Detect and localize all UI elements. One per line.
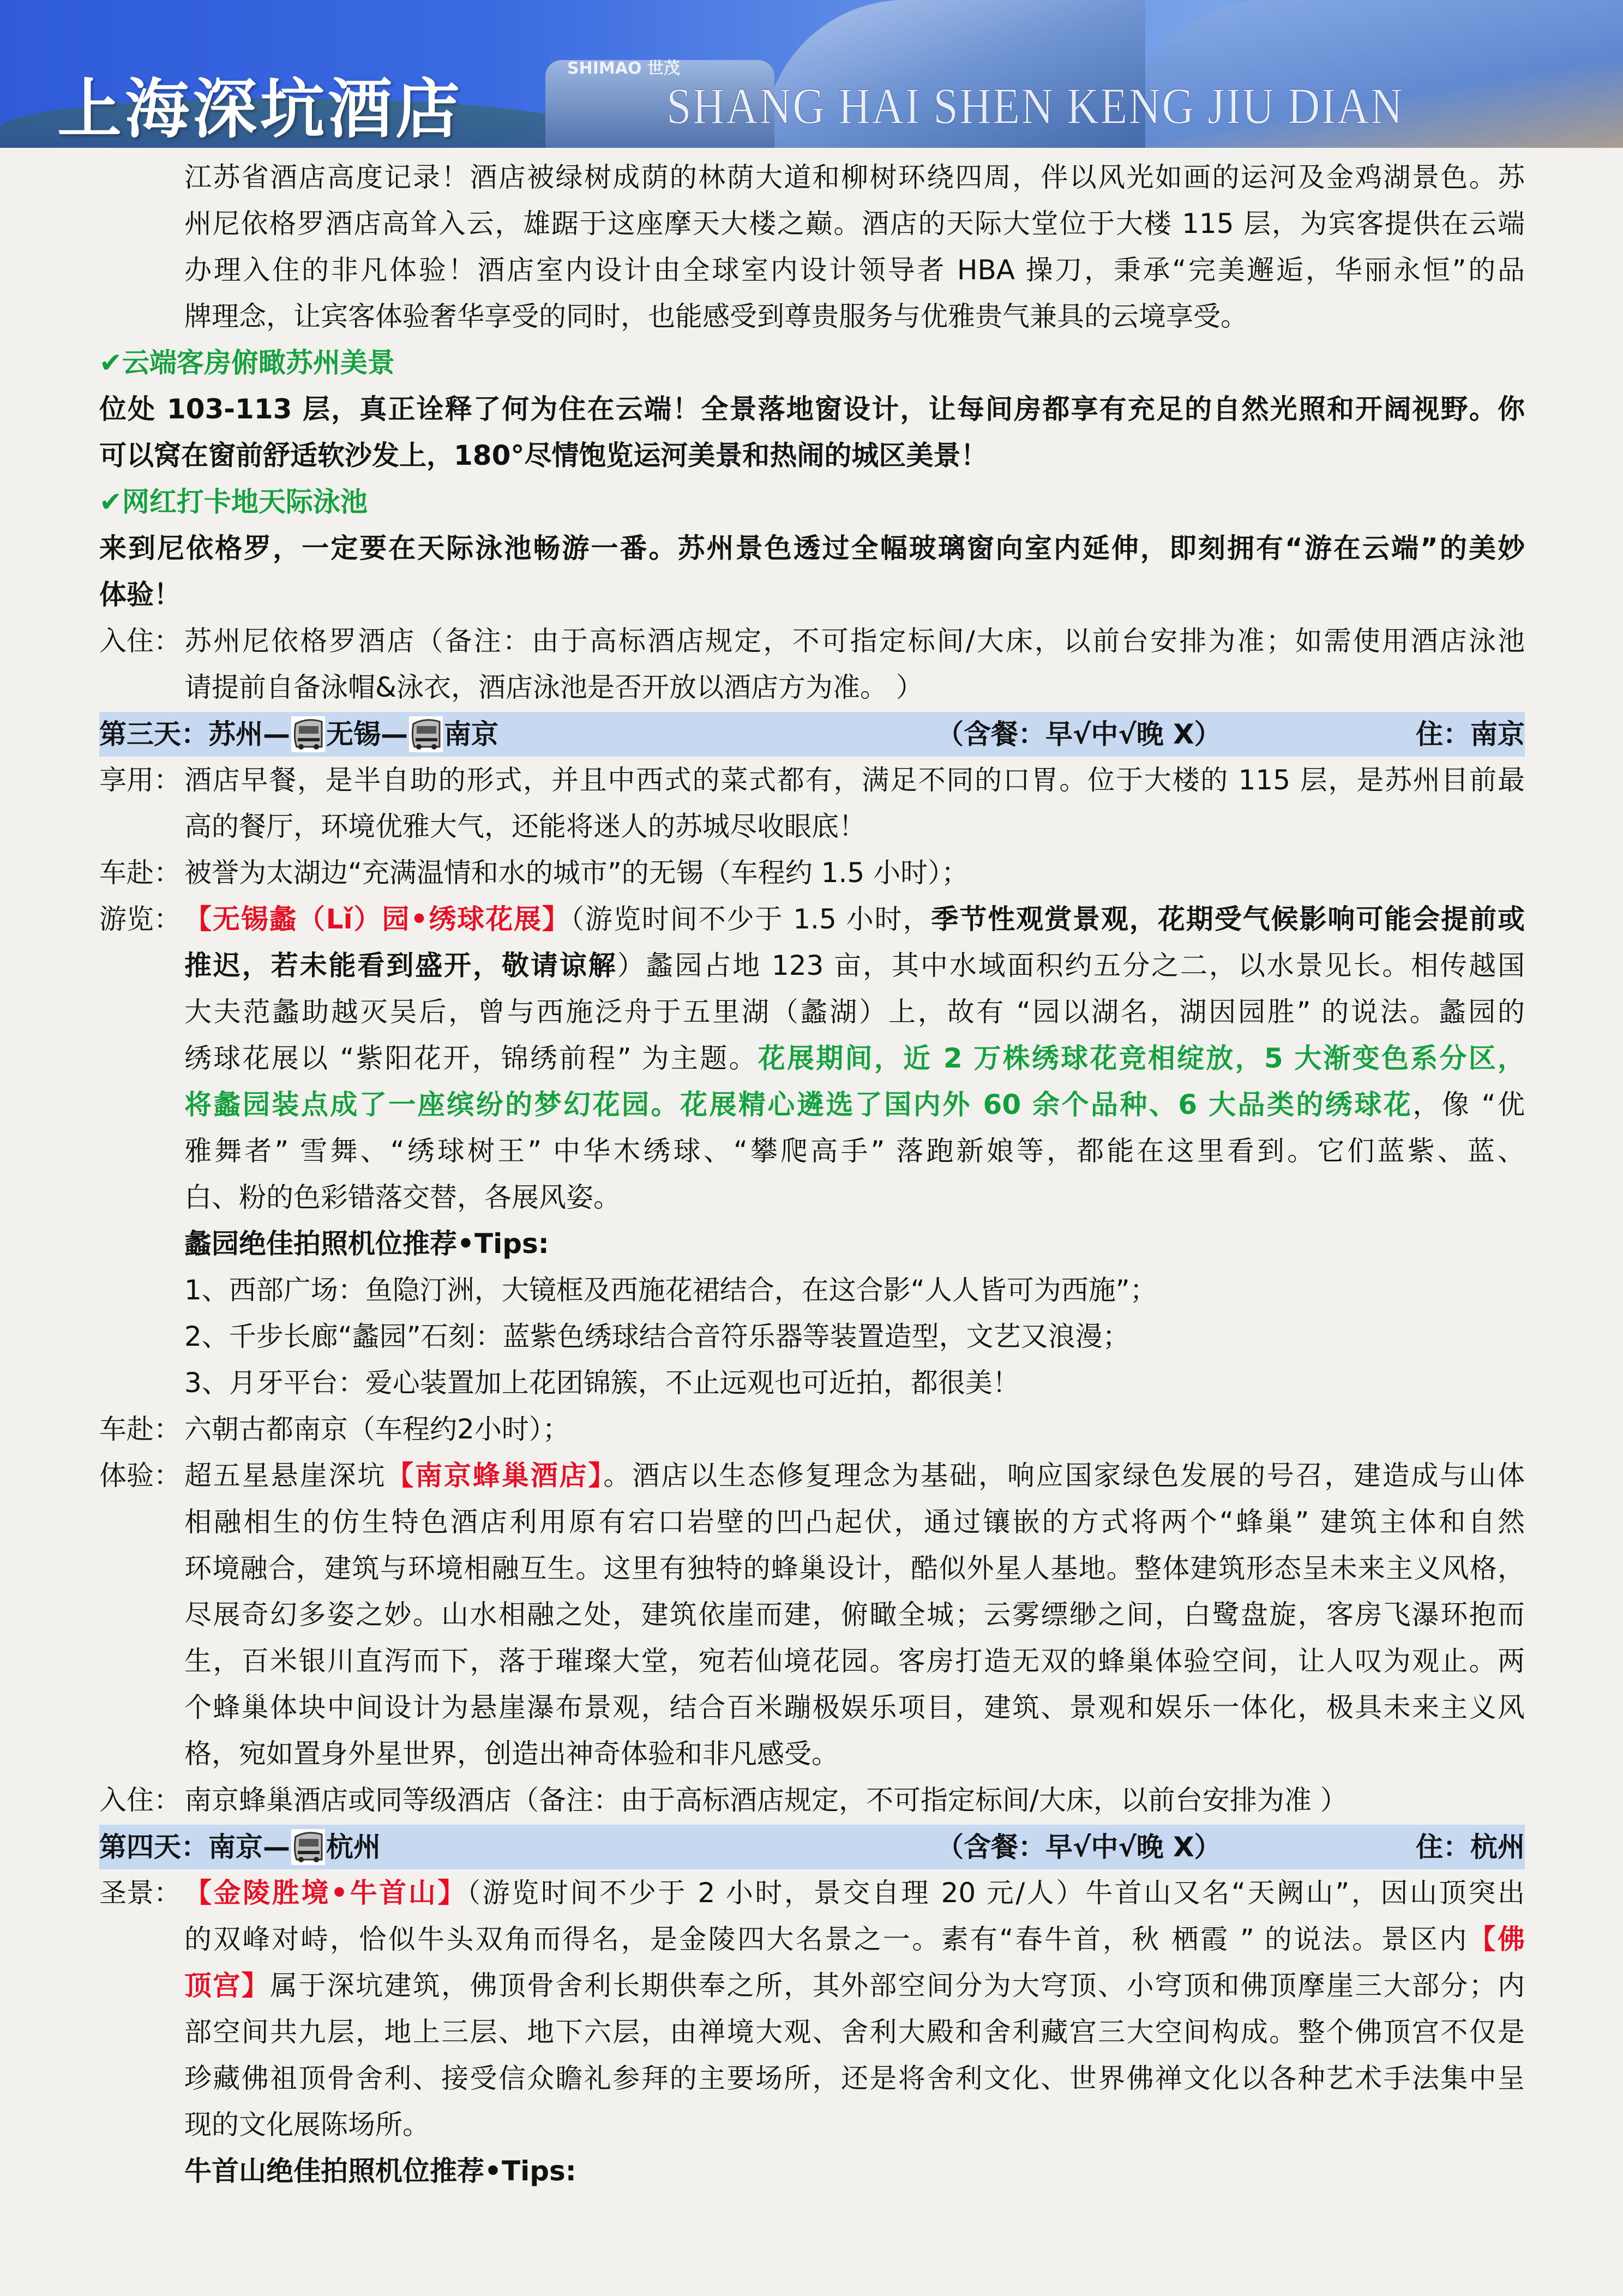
line-text [184,1638,1525,1684]
line-label: 享用： [99,764,181,796]
text-line [0,1406,1623,1453]
bold-text: 推迟，若未能看到盛开，敬请谅解 [184,950,617,981]
line-text [184,293,1525,340]
line-text [184,1221,1525,1267]
text-segment: 属于深坑建筑，佛顶骨舍利长期供奉之所，其外部空间分为大穹顶、小穹顶和佛顶摩崖三大部分；内 [270,1970,1525,2001]
line-text [99,340,1525,386]
line-text [99,433,1525,479]
line-text [99,572,1525,618]
highlight-red: 【无锡蠡（Lǐ）园•绣球花展】 [184,903,570,935]
text-line [0,2009,1623,2055]
text-segment: 大夫范蠡助越灭吴后，曾与西施泛舟于五里湖（蠡湖）上，故有 “园以湖名，湖因园胜” 的说法。蠡园的 [184,996,1525,1028]
text-segment: （游览时间不少于 1.5 小时， [570,903,931,935]
line-text [184,664,1525,711]
line-label: 车赴： [99,1413,181,1445]
line-text [184,1406,1525,1453]
text-segment: 江苏省酒店高度记录！酒店被绿树成荫的林荫大道和柳树环绕四周，伴以风光如画的运河及金鸡湖景色。苏 [184,161,1525,193]
line-text [184,1499,1525,1545]
line-text [184,2102,1525,2148]
page-banner [0,0,1623,148]
text-line [0,1174,1623,1221]
highlight-green: ✔网红打卡地天际泳池 [99,486,368,518]
text-segment: 1、西部广场：鱼隐汀洲，大镜框及西施花裙结合，在这合影“人人皆可为西施”； [184,1274,1157,1306]
day-route [99,1825,381,1869]
text-line [0,804,1623,850]
line-text [184,896,1525,943]
text-segment: 珍藏佛祖顶骨舍利、接受信众瞻礼参拜的主要场所，还是将舍利文化、世界佛禅文化以各种艺术手法集中呈 [184,2063,1525,2094]
bold-text: 蠡园绝佳拍照机位推荐•Tips: [184,1228,549,1260]
text-line [0,293,1623,340]
line-label: 游览： [99,903,181,935]
route-stop: 南京 [444,718,498,750]
text-line [0,479,1623,525]
text-segment: 的双峰对峙，恰似牛头双角而得名，是金陵四大名景之一。素有“春牛首，秋 栖霞 ” 的说法。景区内 [184,1923,1469,1955]
text-segment: 格，宛如置身外星世界，创造出神奇体验和非凡感受。 [184,1738,839,1770]
line-text [184,154,1525,201]
text-line [0,664,1623,711]
bold-text: 来到尼依格罗，一定要在天际泳池畅游一番。苏州景色透过全幅玻璃窗向室内延伸，即刻拥有“游在云端”的美妙 [99,532,1525,564]
line-text [184,201,1525,247]
route-stop: 第四天：南京— [99,1831,290,1863]
line-text [184,1592,1525,1638]
text-line [0,1777,1623,1824]
text-line [0,572,1623,618]
line-text [184,1314,1525,1360]
bold-text: 体验！ [99,579,181,610]
bold-text: 可以窝在窗前舒适软沙发上，180°尽情饱览运河美景和热闹的城区美景！ [99,440,988,471]
day-route [99,712,498,757]
line-text [99,386,1525,433]
text-line [0,1916,1623,1963]
text-line [0,2055,1623,2102]
line-label: 圣景： [99,1877,181,1909]
text-line [0,433,1623,479]
line-text [184,618,1525,664]
line-text [184,1684,1525,1731]
text-segment: ，像 “优 [1412,1089,1525,1120]
text-line [0,1360,1623,1406]
line-text [184,2055,1525,2102]
text-line [0,340,1623,386]
line-text [184,1128,1525,1174]
text-segment: 环境融合，建筑与环境相融互生。这里有独特的蜂巢设计，酷似外星人基地。整体建筑形态呈未来主义风格， [184,1552,1525,1584]
line-text [184,804,1525,850]
text-line [0,247,1623,293]
text-segment: 部空间共九层，地上三层、地下六层，由禅境大观、舍利大殿和舍利藏宫三大空间构成。整个佛顶宫不仅是 [184,2016,1525,2048]
line-text [184,1174,1525,1221]
line-label: 体验： [99,1460,181,1491]
text-segment: 雅舞者” 雪舞、“绣球树王” 中华木绣球、“攀爬高手” 落跑新娘等，都能在这里看到。它们蓝紫、蓝、 [184,1135,1525,1167]
highlight-green: ✔云端客房俯瞰苏州美景 [99,347,395,379]
line-text [99,525,1525,572]
text-segment: 请提前自备泳帽&泳衣，酒店泳池是否开放以酒店方为准。 ） [184,672,923,703]
text-line [0,1314,1623,1360]
line-text [184,1267,1525,1314]
text-line [0,757,1623,804]
text-segment: 牌理念，让宾客体验奢华享受的同时，也能感受到尊贵服务与优雅贵气兼具的云境享受。 [184,301,1248,332]
bus-icon [291,716,325,752]
text-line [0,1545,1623,1592]
day-header-band [99,1825,1525,1869]
line-text [184,1360,1525,1406]
text-segment: 六朝古都南京（车程约2小时）； [184,1413,570,1445]
route-stop: 第三天：苏州— [99,718,290,750]
text-segment: 2、千步长廊“蠡园”石刻：蓝紫色绣球结合音符乐器等装置造型，文艺又浪漫； [184,1321,1130,1352]
line-label: 车赴： [99,857,181,889]
line-text [184,247,1525,293]
line-text [184,850,1525,896]
text-line [0,1684,1623,1731]
text-segment: 苏州尼依格罗酒店（备注：由于高标酒店规定，不可指定标间/大床，以前台安排为准；如需使用酒店泳池 [184,625,1525,657]
text-segment: （游览时间不少于 2 小时，景交自理 20 元/人）牛首山又名“天阙山”，因山顶突出 [467,1877,1525,1909]
text-line [0,1592,1623,1638]
text-segment: 白、粉的色彩错落交替，各展风姿。 [184,1182,621,1213]
text-segment: 办理入住的非凡体验！酒店室内设计由全球室内设计领导者 HBA 操刀，秉承“完美邂逅，华丽永恒”的品 [184,254,1525,286]
text-segment: 酒店早餐，是半自助的形式，并且中西式的菜式都有，满足不同的口胃。位于大楼的 115 层，是苏州目前最 [184,764,1525,796]
line-label: 入住： [99,625,181,657]
line-text [99,479,1525,525]
text-line [0,943,1623,989]
highlight-red: 【金陵胜境•牛首山】 [184,1877,467,1909]
itinerary-content [0,154,1623,2195]
text-segment: 3、月牙平台：爱心装置加上花团锦簇，不止远观也可近拍，都很美！ [184,1367,1020,1399]
text-line [0,1499,1623,1545]
line-text [184,1082,1525,1128]
text-segment: 绣球花展以 “紫阳花开，锦绣前程” 为主题。 [184,1042,758,1074]
bold-text: 牛首山绝佳拍照机位推荐•Tips: [184,2155,576,2187]
line-text [184,1963,1525,2009]
text-line [0,1870,1623,1916]
text-segment: 州尼依格罗酒店高耸入云，雄踞于这座摩天大楼之巅。酒店的天际大堂位于大楼 115 层，为宾客提供在云端 [184,208,1525,239]
line-text [184,1777,1525,1824]
route-stop: 无锡— [326,718,408,750]
hotel-logo: SHIMAO 世茂 [567,59,680,78]
line-text [184,1731,1525,1777]
line-label: 入住： [99,1784,181,1816]
text-line [0,1128,1623,1174]
text-segment: 尽展奇幻多姿之妙。山水相融之处，建筑依崖而建，俯瞰全城；云雾缥缈之间，白鹭盘旋，客房飞瀑环抱而 [184,1599,1525,1630]
text-line [0,1453,1623,1499]
bold-text: 季节性观赏景观，花期受气候影响可能会提前或 [931,903,1525,935]
line-text [184,943,1525,989]
text-line [0,1638,1623,1684]
meal-info: （含餐：早√中√晚 X） [936,1831,1222,1863]
text-segment: 。酒店以生态修复理念为基础，响应国家绿色发展的号召，建造成与山体 [603,1460,1525,1491]
text-segment: ）蠡园占地 123 亩，其中水域面积约五分之二，以水景见长。相传越国 [617,950,1525,981]
page-subtitle: SHANG HAI SHEN KENG JIU DIAN [666,77,1404,135]
bold-text: 位处 103-113 层，真正诠释了何为住在云端！全景落地窗设计，让每间房都享有充足的自然光照和开阔视野。你 [99,393,1525,425]
text-segment: 被誉为太湖边“充满温情和水的城市”的无锡（车程约 1.5 小时）； [184,857,969,889]
highlight-red: 【南京蜂巢酒店】 [386,1460,604,1491]
text-line [0,989,1623,1035]
text-segment: 相融相生的仿生特色酒店利用原有宕口岩壁的凹凸起伏，通过镶嵌的方式将两个“蜂巢” 建筑主体和自然 [184,1506,1525,1538]
text-line [0,2148,1623,2195]
text-segment: 生，百米银川直泻而下，落于璀璨大堂，宛若仙境花园。客房打造无双的蜂巢体验空间，让人叹为观止。两 [184,1645,1525,1677]
bus-icon [409,716,443,752]
line-text [184,1035,1525,1082]
text-line [0,1731,1623,1777]
highlight-green: 花展期间，近 2 万株绣球花竞相绽放，5 大渐变色系分区， [758,1042,1525,1074]
text-line [0,1221,1623,1267]
line-text [184,1453,1525,1499]
text-line [0,1963,1623,2009]
highlight-red: 顶宫】 [184,1970,270,2001]
text-segment: 现的文化展陈场所。 [184,2109,430,2141]
highlight-green: 将蠡园装点成了一座缤纷的梦幻花园。花展精心遴选了国内外 60 余个品种、6 大品类的绣球花 [184,1089,1413,1120]
line-text [184,989,1525,1035]
text-segment: 超五星悬崖深坑 [184,1460,387,1491]
line-text [184,2009,1525,2055]
bus-icon [291,1829,325,1865]
line-text [184,1916,1525,1963]
line-text [184,1545,1525,1592]
text-line [0,1082,1623,1128]
route-stop: 杭州 [326,1831,381,1863]
text-line [0,386,1623,433]
text-line [0,1035,1623,1082]
text-line [0,2102,1623,2148]
line-text [184,757,1525,804]
text-line [0,850,1623,896]
text-segment: 高的餐厅，环境优雅大气，还能将迷人的苏城尽收眼底！ [184,811,866,842]
text-line [0,525,1623,572]
stay-info: 住：南京 [1416,718,1525,750]
text-segment: 南京蜂巢酒店或同等级酒店（备注：由于高标酒店规定，不可指定标间/大床，以前台安排为准 ） [184,1784,1348,1816]
highlight-red: 【佛 [1468,1923,1525,1955]
meal-info: （含餐：早√中√晚 X） [936,718,1222,750]
text-line [0,618,1623,664]
stay-info: 住：杭州 [1416,1831,1525,1863]
line-text [184,2148,1525,2195]
text-line [0,201,1623,247]
text-line [0,154,1623,201]
text-segment: 个蜂巢体块中间设计为悬崖瀑布景观，结合百米蹦极娱乐项目，建筑、景观和娱乐一体化，极具未来主义风 [184,1692,1525,1723]
line-text [184,1870,1525,1916]
text-line [0,896,1623,943]
text-line [0,1267,1623,1314]
day-header-band [99,712,1525,757]
page-title: 上海深坑酒店 [57,71,464,147]
